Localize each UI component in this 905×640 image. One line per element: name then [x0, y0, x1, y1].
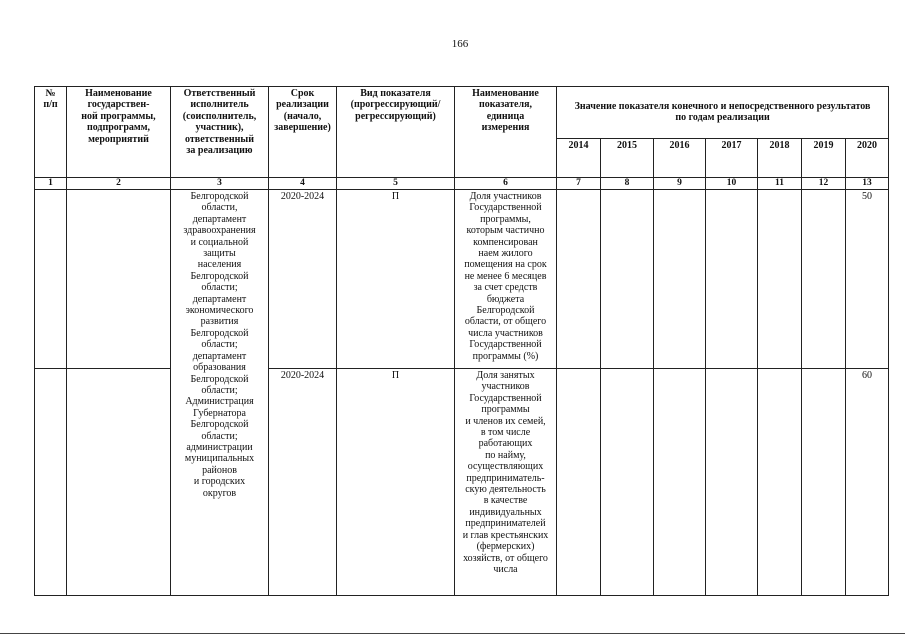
indicator-type-cell: П [337, 190, 455, 369]
header-number: № п/п [35, 87, 67, 178]
header-year: 2015 [601, 138, 654, 177]
header-values-title: Значение показателя конечного и непосредственного результатов по годам реализации [557, 87, 889, 139]
program-name-cell [67, 190, 171, 369]
value-cell-2015 [601, 369, 654, 596]
scan-edge-line [0, 633, 905, 634]
row-number-cell [35, 369, 67, 596]
header-year: 2017 [706, 138, 758, 177]
table-row [35, 369, 889, 596]
value-cell-2016 [654, 190, 706, 369]
value-cell-2018 [758, 369, 802, 596]
header-indicator-type: Вид показателя (прогрессирующий/ регрессирующий) [337, 87, 455, 178]
header-year: 2020 [846, 138, 889, 177]
column-number: 9 [654, 178, 706, 190]
value-cell-2018 [758, 190, 802, 369]
value-cell-2016 [654, 369, 706, 596]
column-number: 3 [171, 178, 269, 190]
column-number: 10 [706, 178, 758, 190]
column-number: 13 [846, 178, 889, 190]
column-number: 7 [557, 178, 601, 190]
value-cell-2014 [557, 369, 601, 596]
value-cell-2019 [802, 190, 846, 369]
term-cell: 2020-2024 [269, 369, 337, 596]
column-number: 6 [455, 178, 557, 190]
executor-cell: Белгородской области, департамент здравоохранения и социальной защиты населения Белгородской области; департамент экономического развития Белгородской области; департамент образования Белгородской области; Администрация Губернатора Белгородской области; администрации муниципальных районов и городских округов [171, 190, 269, 596]
table-header-row [35, 87, 889, 139]
column-number: 11 [758, 178, 802, 190]
table-row [35, 190, 889, 369]
value-cell-2014 [557, 190, 601, 369]
header-year: 2018 [758, 138, 802, 177]
column-number: 4 [269, 178, 337, 190]
header-program-name: Наименование государствен- ной программы, подпрограмм, мероприятий [67, 87, 171, 178]
value-cell-2019 [802, 369, 846, 596]
header-year: 2019 [802, 138, 846, 177]
header-term: Срок реализации (начало, завершение) [269, 87, 337, 178]
header-executor: Ответственный исполнитель (соисполнитель, участник), ответственный за реализацию [171, 87, 269, 178]
value-cell-2015 [601, 190, 654, 369]
term-cell: 2020-2024 [269, 190, 337, 369]
row-number-cell [35, 190, 67, 369]
column-number: 5 [337, 178, 455, 190]
header-indicator-name: Наименование показателя, единица измерения [455, 87, 557, 178]
value-cell-2017 [706, 190, 758, 369]
column-numbers-row [35, 178, 889, 190]
header-year: 2014 [557, 138, 601, 177]
indicator-name-cell: Доля участников Государственной программы, которым частично компенсирован наем жилого помещения на срок не менее 6 месяцев за счет средств бюджета Белгородской области, от общего числа участников Государственной программы (%) [455, 190, 557, 369]
value-cell-2017 [706, 369, 758, 596]
header-year: 2016 [654, 138, 706, 177]
value-cell-2020: 60 [846, 369, 889, 596]
value-cell-2020: 50 [846, 190, 889, 369]
indicator-name-cell: Доля занятых участников Государственной программы и членов их семей, в том числе работающих по найму, осуществляющих предприниматель- скую деятельность в качестве индивидуальных предпринимателей и глав крестьянских (фермерских) хозяйств, от общего числа [455, 369, 557, 596]
page-number: 166 [451, 38, 469, 50]
column-number: 2 [67, 178, 171, 190]
program-name-cell [67, 369, 171, 596]
column-number: 12 [802, 178, 846, 190]
indicator-type-cell: П [337, 369, 455, 596]
column-number: 8 [601, 178, 654, 190]
indicators-table [34, 86, 889, 596]
column-number: 1 [35, 178, 67, 190]
